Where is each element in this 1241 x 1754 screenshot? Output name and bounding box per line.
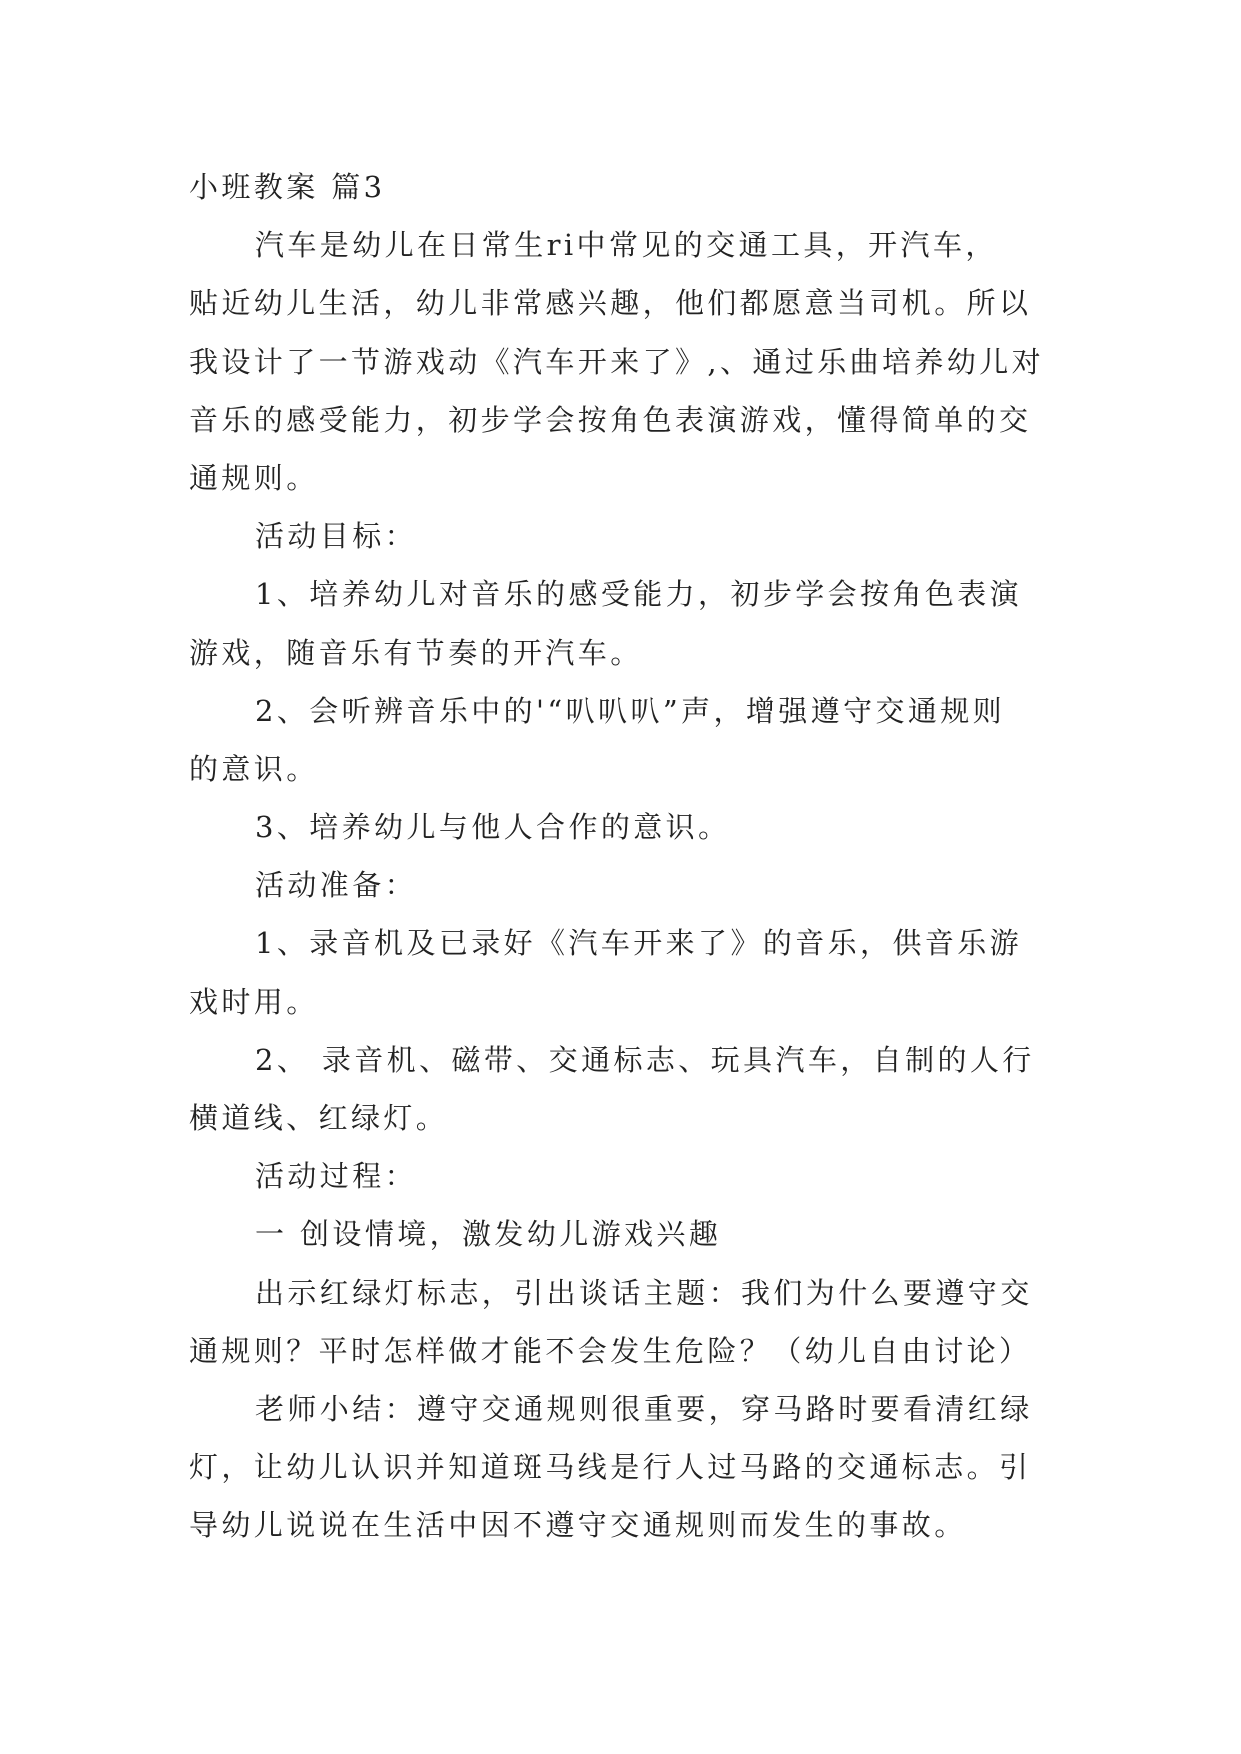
text-line: 通规则？平时怎样做才能不会发生危险？（幼儿自由讨论） (189, 1333, 1032, 1368)
text-line: 横道线、红绿灯。 (189, 1101, 449, 1135)
text-line: 我设计了一节游戏动《汽车开来了》,、通过乐曲培养幼儿对 (189, 344, 1045, 379)
text-line: 音乐的感受能力，初步学会按角色表演游戏，懂得简单的交 (189, 402, 1032, 437)
text-line: 戏时用。 (189, 984, 319, 1019)
text-line: 2、会听辨音乐中的'“叭叭叭”声，增强遵守交通规则 (255, 693, 1006, 728)
section-heading: 活动准备： (255, 868, 418, 903)
text-line: 老师小结：遵守交通规则很重要，穿马路时要看清红绿 (255, 1391, 1033, 1426)
text-line: 3、培养幼儿与他人合作的意识。 (255, 810, 731, 845)
text-line: 1、培养幼儿对音乐的感受能力，初步学会按角色表演 (255, 577, 1023, 612)
text-line: 灯，让幼儿认识并知道斑马线是行人过马路的交通标志。引 (189, 1450, 1032, 1485)
text-line: 2、 录音机、磁带、交通标志、玩具汽车，自制的人行 (255, 1042, 1035, 1077)
text-line: 游戏，随音乐有节奏的开汽车。 (189, 635, 643, 670)
text-line: 汽车是幼儿在日常生ri中常见的交通工具，开汽车， (255, 228, 998, 263)
text-line: 1、录音机及已录好《汽车开来了》的音乐，供音乐游 (255, 926, 1023, 961)
section-heading: 活动目标： (255, 519, 418, 554)
document-body (189, 158, 1059, 1555)
section-heading: 活动过程： (255, 1159, 418, 1194)
document-title: 小班教案 篇3 (189, 170, 386, 204)
text-line: 一 创设情境，激发幼儿游戏兴趣 (255, 1217, 722, 1252)
text-line: 导幼儿说说在生活中因不遵守交通规则而发生的事故。 (189, 1508, 967, 1543)
text-line: 出示红绿灯标志，引出谈话主题：我们为什么要遵守交 (255, 1275, 1033, 1310)
text-line: 贴近幼儿生活，幼儿非常感兴趣，他们都愿意当司机。所以 (189, 286, 1032, 321)
text-line: 通规则。 (189, 460, 319, 495)
text-line: 的意识。 (189, 751, 319, 786)
